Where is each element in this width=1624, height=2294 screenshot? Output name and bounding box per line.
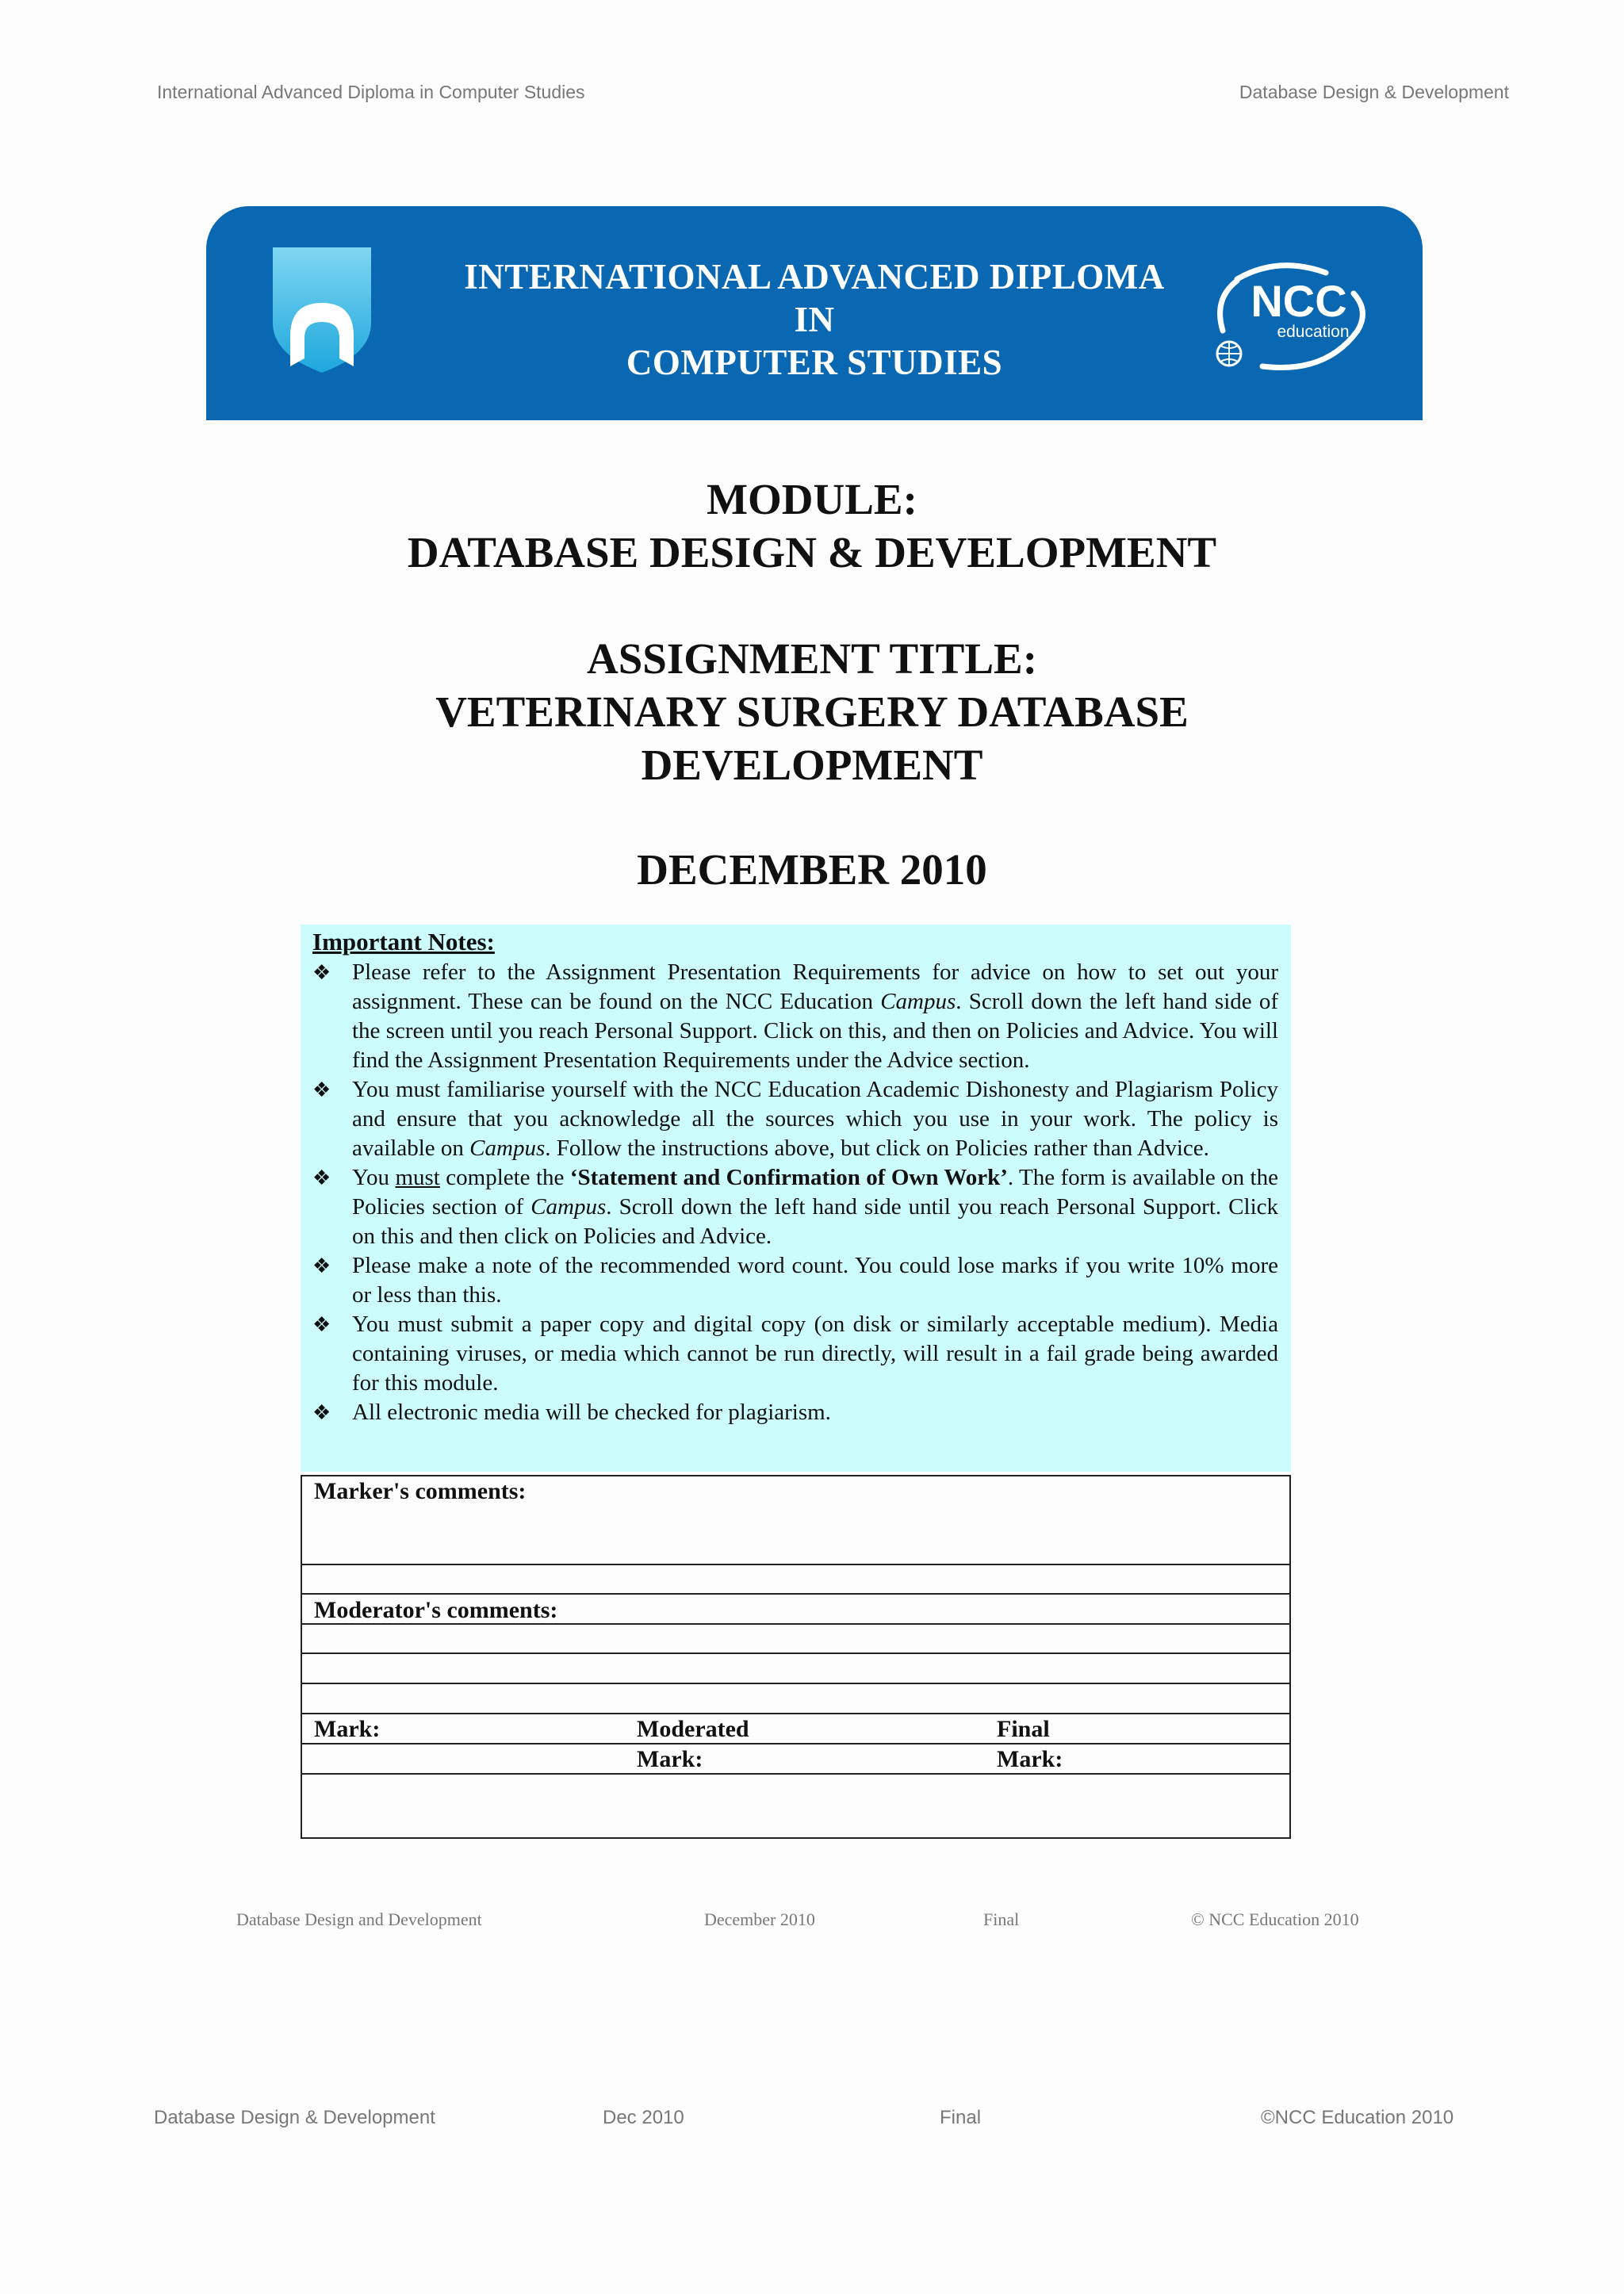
moderated-mark-label: Mark: — [637, 1746, 703, 1772]
assignment-name-line1: VETERINARY SURGERY DATABASE — [435, 687, 1189, 736]
module-title-block — [0, 473, 1624, 579]
ncc-logo-text: NCC — [1251, 276, 1347, 326]
banner-title-line1: INTERNATIONAL ADVANCED DIPLOMA — [464, 257, 1165, 297]
diploma-banner — [206, 206, 1423, 420]
bullet-diamond-icon: ❖ — [312, 1401, 331, 1424]
note-item: ❖ Please make a note of the recommended word count. You could lose marks if you write 10% more or less than this. — [312, 1253, 1278, 1308]
table-divider — [302, 1773, 1289, 1775]
moderated-label: Moderated — [637, 1716, 749, 1742]
notes-list — [312, 958, 1278, 1427]
marking-table — [301, 1475, 1291, 1839]
bullet-diamond-icon: ❖ — [312, 1078, 331, 1101]
page-header-right: Database Design & Development — [1239, 82, 1509, 102]
table-divider — [302, 1743, 1289, 1744]
bullet-diamond-icon: ❖ — [312, 1313, 331, 1336]
table-divider — [302, 1593, 1289, 1595]
note-item: ❖ You must familiarise yourself with the NCC Education Academic Dishonesty and Plagiarism Policy and ensure that you acknowledge all the sources which you use in your work. The policy is available on Campus. Follow the instructions above, but click on Policies rather than Advice. — [312, 1077, 1278, 1161]
page-footer-status: Final — [940, 2107, 982, 2128]
final-mark-label: Mark: — [997, 1746, 1063, 1772]
table-divider — [302, 1683, 1289, 1684]
bullet-diamond-icon: ❖ — [312, 961, 331, 984]
note-item: ❖ You must submit a paper copy and digital copy (on disk or similarly acceptable medium). Media containing viruses, or media which cannot be run directly, will result in a fail grade being awarded for this module. — [312, 1312, 1278, 1396]
page-header-left: International Advanced Diploma in Computer Studies — [157, 82, 585, 102]
table-divider — [302, 1713, 1289, 1714]
assignment-date: DECEMBER 2010 — [637, 845, 987, 894]
table-divider — [302, 1623, 1289, 1625]
inner-footer-module: Database Design and Development — [236, 1909, 482, 1929]
inner-footer-status: Final — [983, 1909, 1020, 1929]
assignment-title-block — [0, 632, 1624, 791]
module-name: DATABASE DESIGN & DEVELOPMENT — [407, 528, 1217, 576]
inner-footer-date: December 2010 — [704, 1909, 815, 1929]
page-footer-date: Dec 2010 — [603, 2107, 684, 2128]
marker-comments-label: Marker's comments: — [314, 1478, 527, 1504]
inner-footer-copyright: © NCC Education 2010 — [1191, 1909, 1359, 1929]
important-notes-box — [301, 925, 1291, 1472]
banner-title-line2: IN — [794, 300, 835, 339]
bullet-diamond-icon: ❖ — [312, 1166, 331, 1189]
mark-label: Mark: — [314, 1716, 381, 1742]
module-label: MODULE: — [707, 475, 917, 523]
table-divider — [302, 1653, 1289, 1654]
note-item: ❖ You must complete the ‘Statement and Confirmation of Own Work’. The form is available on the Policies section of Campus. Scroll down the left hand side until you reach Personal Support. Click on this and then click on Policies and Advice. — [312, 1165, 1278, 1249]
ncc-education-logo-icon — [1191, 255, 1373, 382]
bullet-diamond-icon: ❖ — [312, 1254, 331, 1277]
notes-heading: Important Notes: — [312, 928, 495, 956]
moderator-comments-label: Moderator's comments: — [314, 1597, 558, 1623]
ncc-logo-subtext: education — [1277, 323, 1350, 341]
note-item: ❖ Please refer to the Assignment Presentation Requirements for advice on how to set out your assignment. These can be found on the NCC Education Campus. Scroll down the left hand side of the screen until you reach Personal Support. Click on this, and then on Policies and Advice. You will find the Assignment Presentation Requirements under the Advice section. — [312, 959, 1278, 1073]
assignment-label: ASSIGNMENT TITLE: — [586, 634, 1038, 683]
assignment-name-line2: DEVELOPMENT — [641, 741, 983, 789]
banner-title-line3: COMPUTER STUDIES — [626, 343, 1003, 382]
table-divider — [302, 1564, 1289, 1565]
note-item: ❖ All electronic media will be checked for plagiarism. — [312, 1398, 1278, 1427]
page-footer-module: Database Design & Development — [154, 2107, 435, 2128]
page-footer-copyright: ©NCC Education 2010 — [1261, 2107, 1454, 2128]
final-label: Final — [997, 1716, 1050, 1742]
